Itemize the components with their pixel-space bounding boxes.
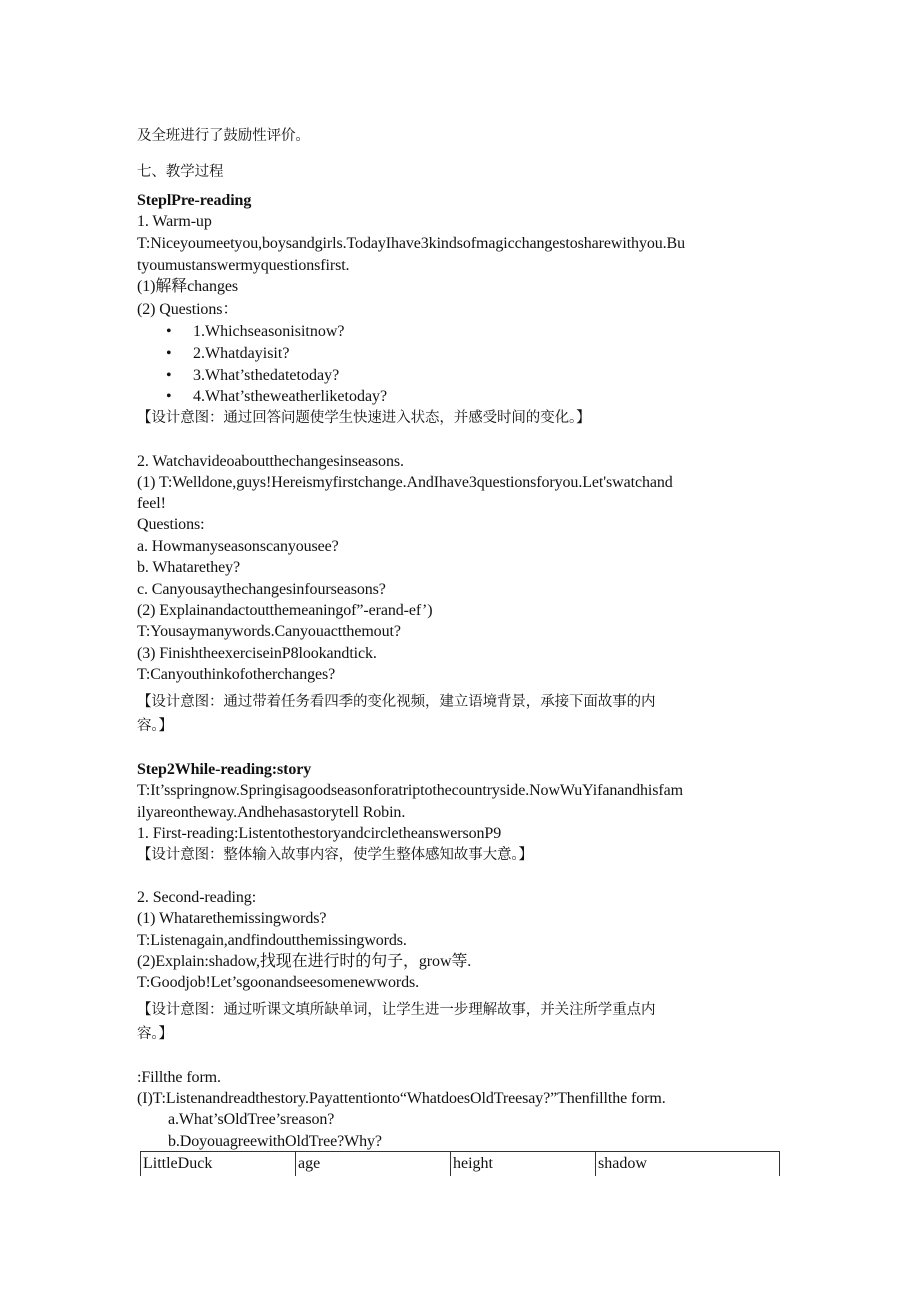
teacher-line: (1) T:Welldone,guys!Hereismyfirstchange.AndIhave3questionsforyou.Let'swatchand — [137, 474, 673, 491]
teacher-line: T:Yousaymanywords.Canyouactthemout? — [137, 623, 401, 640]
activity-item: (2)Explain:shadow,找现在进行时的句子，grow等. — [137, 953, 472, 970]
table-cell: shadow — [596, 1152, 780, 1177]
question-item: a. Howmanyseasonscanyousee? — [137, 538, 339, 555]
design-intent-note: 【设计意图：整体输入故事内容，使学生整体感知故事大意。】 — [137, 847, 533, 863]
design-intent-note: 容。】 — [137, 1026, 173, 1042]
activity-item: (3) FinishtheexerciseinP8lookandtick. — [137, 645, 377, 662]
step2-heading: Step2While-reading:story — [137, 761, 312, 778]
warm-up-heading: 1. Warm-up — [137, 213, 212, 230]
explain-changes: (1)解释changes — [137, 278, 238, 295]
design-intent-note: 【设计意图：通过带着任务看四季的变化视频，建立语境背景，承接下面故事的内 — [137, 694, 656, 710]
teacher-line: T:Listenagain,andfindoutthemissingwords. — [137, 932, 407, 949]
bullet-icon: • — [166, 367, 172, 384]
bullet-icon: • — [166, 323, 172, 340]
table-cell: age — [296, 1152, 451, 1177]
activity-item: (1) Whatarethemissingwords? — [137, 910, 327, 927]
questions-label: (2) Questions： — [137, 301, 239, 318]
question-item: a.What’sOldTree’sreason? — [168, 1111, 335, 1128]
section-heading-teaching-process: 七、教学过程 — [137, 164, 224, 180]
design-intent-note: 【设计意图：通过听课文填所缺单词，让学生进一步理解故事，并关注所学重点内 — [137, 1002, 656, 1018]
bullet-icon: • — [166, 345, 172, 362]
first-reading: 1. First-reading:ListentothestoryandcircletheanswersonP9 — [137, 825, 502, 842]
second-reading: 2. Second-reading: — [137, 889, 257, 906]
activity-item: (2) Explainandactoutthemeaningof”-erand-ef’) — [137, 602, 433, 619]
design-intent-note: 容。】 — [137, 718, 173, 734]
teacher-line: T:Goodjob!Let’sgoonandseesomenewwords. — [137, 974, 420, 991]
teacher-line: tyoumustanswermyquestionsfirst. — [137, 257, 350, 274]
teacher-line: T:Canyouthinkofotherchanges? — [137, 666, 336, 683]
table-row — [141, 1152, 780, 1177]
bullet-icon: • — [166, 388, 172, 405]
fill-form-table — [140, 1151, 780, 1176]
step1-heading: SteplPre-reading — [137, 192, 252, 209]
question-item: c. Canyousaythechangesinfourseasons? — [137, 581, 386, 598]
question-item: b.DoyouagreewithOldTree?Why? — [168, 1133, 382, 1150]
paragraph-evaluation: 及全班进行了鼓励性评价。 — [137, 128, 310, 144]
teacher-line: ilyareontheway.Andhehasastorytell Robin. — [137, 804, 406, 821]
design-intent-note: 【设计意图：通过回答问题使学生快速进入状态，并感受时间的变化。】 — [137, 410, 591, 426]
table-cell: height — [451, 1152, 596, 1177]
list-item: 1.Whichseasonisitnow? — [193, 323, 345, 340]
question-item: b. Whatarethey? — [137, 559, 241, 576]
teacher-line: (I)T:Listenandreadthestory.Payattentionto“WhatdoesOldTreesay?”Thenfillthe form. — [137, 1090, 666, 1107]
fill-form-heading: :Fillthe form. — [137, 1069, 221, 1086]
teacher-line: T:It’sspringnow.Springisagoodseasonforatriptothecountryside.NowWuYifanandhisfam — [137, 782, 683, 799]
questions-label: Questions: — [137, 516, 205, 533]
watch-video-heading: 2. Watchavideoaboutthechangesinseasons. — [137, 453, 404, 470]
teacher-line: feel! — [137, 495, 166, 512]
list-item: 2.Whatdayisit? — [193, 345, 290, 362]
table-cell: LittleDuck — [141, 1152, 296, 1177]
list-item: 3.What’sthedatetoday? — [193, 367, 340, 384]
teacher-line: T:Niceyoumeetyou,boysandgirls.TodayIhave3kindsofmagicchangestosharewithyou.Bu — [137, 235, 686, 252]
list-item: 4.What’stheweatherliketoday? — [193, 388, 388, 405]
